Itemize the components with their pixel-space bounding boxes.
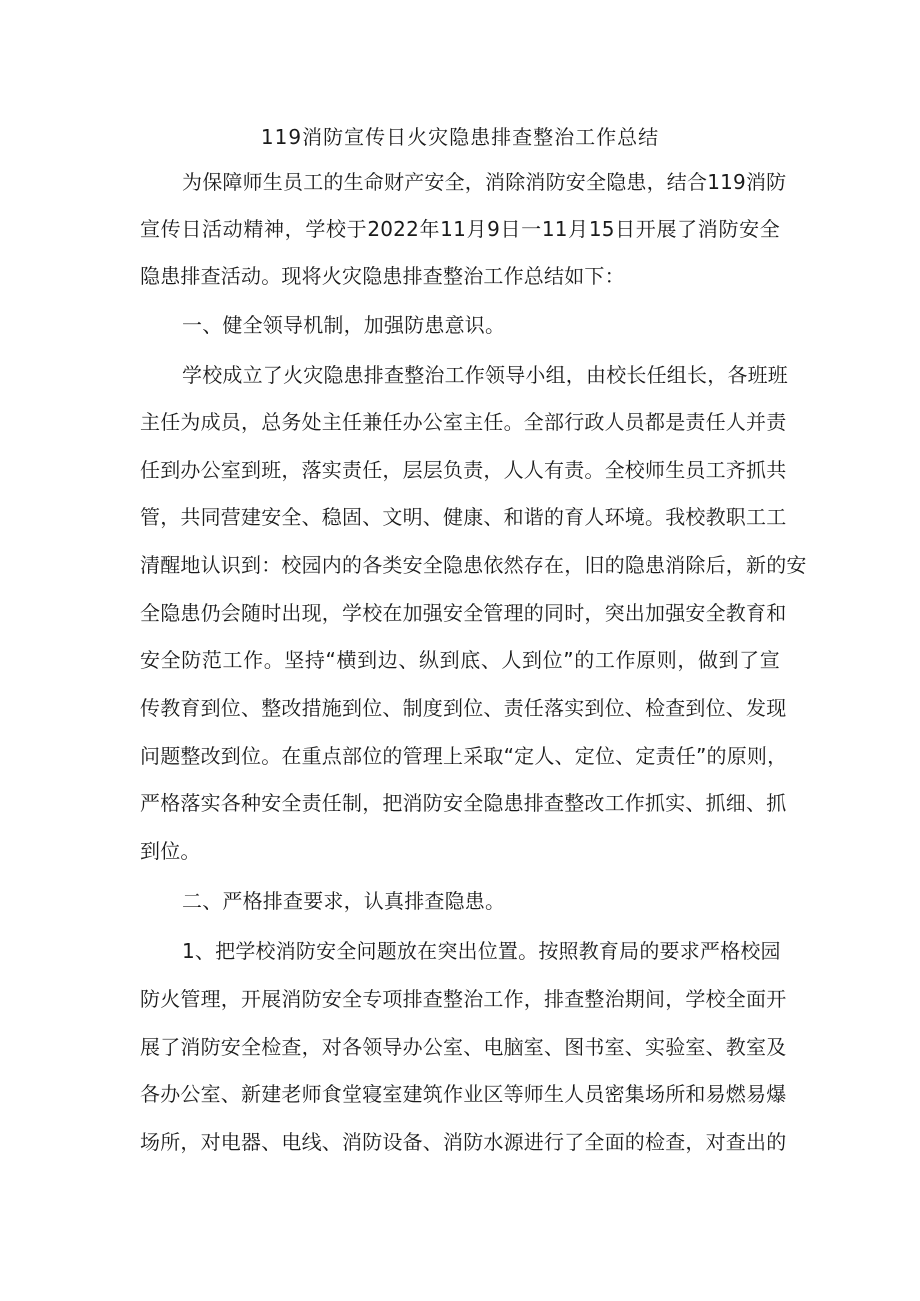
paragraph-line: 安全防范工作。坚持“横到边、纵到底、人到位”的工作原则，做到了宣 bbox=[140, 648, 780, 672]
paragraph-line: 主任为成员，总务处主任兼任办公室主任。全部行政人员都是责任人并责 bbox=[140, 410, 787, 434]
paragraph-line: 宣传日活动精神，学校于2022年11月9日一11月15日开展了消防安全 bbox=[140, 217, 780, 241]
paragraph-line: 问题整改到位。在重点部位的管理上采取“定人、定位、定责任”的原则， bbox=[140, 744, 788, 768]
paragraph-line: 清醒地认识到：校园内的各类安全隐患依然存在，旧的隐患消除后，新的安 bbox=[140, 553, 807, 577]
paragraph-line: 展了消防安全检查，对各领导办公室、电脑室、图书室、实验室、教室及 bbox=[140, 1035, 787, 1059]
paragraph-line: 严格落实各种安全责任制，把消防安全隐患排查整改工作抓实、抓细、抓 bbox=[140, 791, 787, 815]
paragraph-line: 场所，对电器、电线、消防设备、消防水源进行了全面的检查，对查出的 bbox=[140, 1130, 787, 1154]
paragraph-line: 隐患排查活动。现将火灾隐患排查整治工作总结如下： bbox=[140, 264, 625, 288]
paragraph-line: 各办公室、新建老师食堂寝室建筑作业区等师生人员密集场所和易燃易爆 bbox=[140, 1082, 787, 1106]
section-heading: 二、严格排查要求，认真排查隐患。 bbox=[182, 889, 506, 913]
paragraph-line: 管，共同营建安全、稳固、文明、健康、和谐的育人环境。我校教职工工 bbox=[140, 505, 787, 529]
paragraph-line: 传教育到位、整改措施到位、制度到位、责任落实到位、检查到位、发现 bbox=[140, 696, 787, 720]
paragraph-line: 到位。 bbox=[140, 839, 201, 863]
paragraph-line: 任到办公室到班，落实责任，层层负责，人人有责。全校师生员工齐抓共 bbox=[140, 458, 787, 482]
document-title: 119消防宣传日火灾隐患排查整治工作总结 bbox=[260, 125, 660, 149]
paragraph-line: 防火管理，开展消防安全专项排查整治工作，排查整治期间，学校全面开 bbox=[140, 987, 787, 1011]
section-heading: 一、健全领导机制，加强防患意识。 bbox=[182, 313, 506, 337]
paragraph-line: 全隐患仍会随时出现，学校在加强安全管理的同时，突出加强安全教育和 bbox=[140, 601, 787, 625]
paragraph-line: 为保障师生员工的生命财产安全，消除消防安全隐患，结合119消防 bbox=[182, 170, 787, 194]
paragraph-line: 1、把学校消防安全问题放在突出位置。按照教育局的要求严格校园 bbox=[182, 939, 781, 963]
paragraph-line: 学校成立了火灾隐患排查整治工作领导小组，由校长任组长，各班班 bbox=[182, 363, 788, 387]
